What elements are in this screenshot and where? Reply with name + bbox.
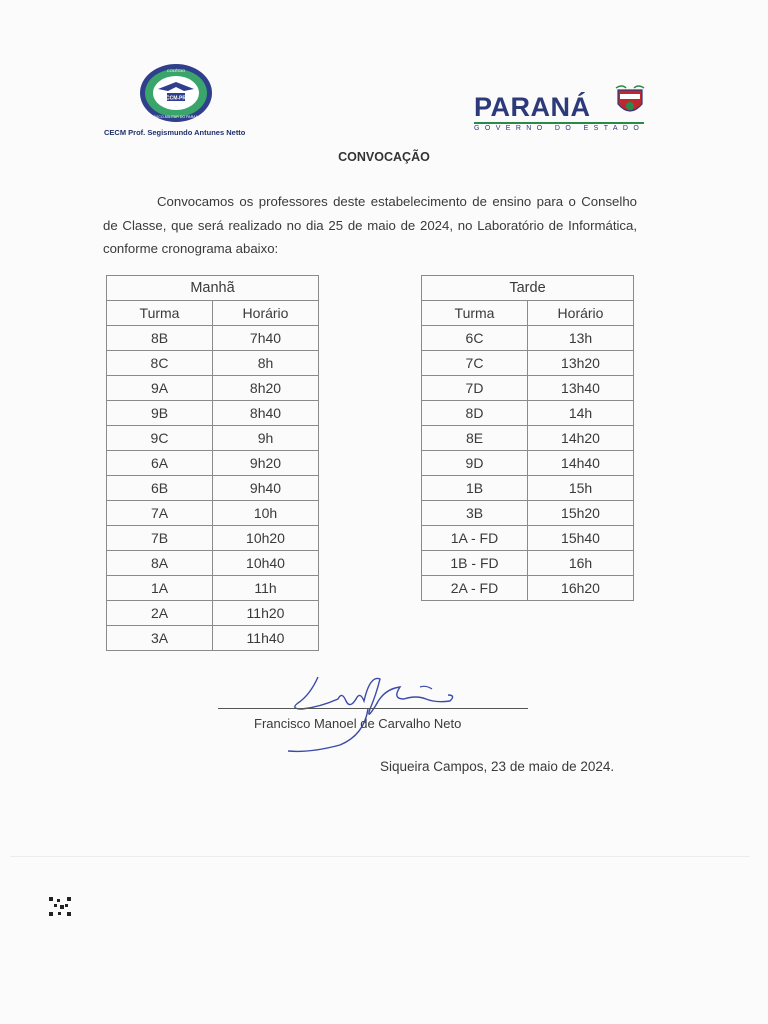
afternoon-schedule-table <box>421 275 634 601</box>
afternoon-table-row <box>422 501 634 526</box>
afternoon-cell-turma: 7C <box>422 351 528 376</box>
morning-cell-horario: 11h20 <box>213 601 319 626</box>
afternoon-table-row <box>422 351 634 376</box>
place-and-date: Siqueira Campos, 23 de maio de 2024. <box>380 759 615 774</box>
morning-col-horario: Horário <box>213 301 319 326</box>
morning-cell-turma: 9C <box>107 426 213 451</box>
afternoon-cell-horario: 14h40 <box>528 451 634 476</box>
morning-cell-turma: 9B <box>107 401 213 426</box>
afternoon-cell-turma: 6C <box>422 326 528 351</box>
morning-cell-turma: 3A <box>107 626 213 651</box>
afternoon-cell-horario: 13h20 <box>528 351 634 376</box>
morning-table-row <box>107 551 319 576</box>
afternoon-table-row <box>422 426 634 451</box>
afternoon-cell-horario: 14h20 <box>528 426 634 451</box>
morning-table-row <box>107 501 319 526</box>
signature-line <box>218 708 528 709</box>
morning-schedule-table <box>106 275 319 651</box>
afternoon-table-row <box>422 526 634 551</box>
scan-artifact-line <box>10 856 750 857</box>
document-title: CONVOCAÇÃO <box>338 150 430 164</box>
morning-cell-horario: 10h <box>213 501 319 526</box>
morning-cell-turma: 6B <box>107 476 213 501</box>
morning-cell-horario: 9h40 <box>213 476 319 501</box>
morning-cell-turma: 6A <box>107 451 213 476</box>
morning-table-row <box>107 626 319 651</box>
afternoon-cell-horario: 15h <box>528 476 634 501</box>
morning-cell-turma: 1A <box>107 576 213 601</box>
afternoon-cell-turma: 9D <box>422 451 528 476</box>
morning-table-row <box>107 401 319 426</box>
morning-table-row <box>107 576 319 601</box>
afternoon-table-title: Tarde <box>422 276 634 301</box>
morning-cell-horario: 10h40 <box>213 551 319 576</box>
afternoon-cell-turma: 2A - FD <box>422 576 528 601</box>
morning-table-title: Manhã <box>107 276 319 301</box>
afternoon-cell-horario: 13h <box>528 326 634 351</box>
afternoon-table-row <box>422 551 634 576</box>
afternoon-cell-turma: 7D <box>422 376 528 401</box>
state-coat-of-arms-icon <box>614 84 646 118</box>
gov-logo-subtitle: GOVERNO DO ESTADO <box>474 125 645 132</box>
afternoon-cell-turma: 1B - FD <box>422 551 528 576</box>
signer-name: Francisco Manoel de Carvalho Neto <box>254 716 462 731</box>
school-logo-badge: CCM-PR <box>166 95 186 102</box>
afternoon-cell-horario: 15h20 <box>528 501 634 526</box>
morning-cell-turma: 7A <box>107 501 213 526</box>
school-logo <box>138 62 214 124</box>
morning-table-row <box>107 526 319 551</box>
afternoon-cell-turma: 1B <box>422 476 528 501</box>
afternoon-cell-turma: 8E <box>422 426 528 451</box>
morning-table-row <box>107 476 319 501</box>
afternoon-cell-horario: 15h40 <box>528 526 634 551</box>
handwritten-signature <box>280 665 480 755</box>
afternoon-table-row <box>422 376 634 401</box>
morning-cell-horario: 11h <box>213 576 319 601</box>
afternoon-table-row <box>422 476 634 501</box>
morning-table-row <box>107 601 319 626</box>
morning-cell-horario: 11h40 <box>213 626 319 651</box>
morning-cell-turma: 8B <box>107 326 213 351</box>
morning-cell-turma: 8A <box>107 551 213 576</box>
morning-cell-turma: 7B <box>107 526 213 551</box>
afternoon-table-row <box>422 326 634 351</box>
gov-logo-text: PARANÁ <box>474 92 591 122</box>
morning-cell-horario: 10h20 <box>213 526 319 551</box>
afternoon-cell-turma: 1A - FD <box>422 526 528 551</box>
afternoon-table-row <box>422 451 634 476</box>
morning-cell-horario: 9h <box>213 426 319 451</box>
school-logo-text-bottom: CÍVICO-MILITAR DO PARANÁ <box>151 115 201 119</box>
document-body: Convocamos os professores deste estabelecimento de ensino para o Conselho de Classe, que será realizado no dia 25 de maio de 2024, no Laboratório de Informática, conforme cronograma abaixo: <box>103 194 637 256</box>
afternoon-col-turma: Turma <box>422 301 528 326</box>
afternoon-cell-turma: 8D <box>422 401 528 426</box>
morning-cell-horario: 7h40 <box>213 326 319 351</box>
morning-cell-turma: 2A <box>107 601 213 626</box>
morning-cell-horario: 8h40 <box>213 401 319 426</box>
afternoon-col-horario: Horário <box>528 301 634 326</box>
qr-code-icon <box>49 897 73 917</box>
morning-cell-horario: 9h20 <box>213 451 319 476</box>
morning-table-row <box>107 351 319 376</box>
afternoon-table-row <box>422 401 634 426</box>
morning-table-row <box>107 326 319 351</box>
morning-col-turma: Turma <box>107 301 213 326</box>
afternoon-cell-turma: 3B <box>422 501 528 526</box>
afternoon-cell-horario: 13h40 <box>528 376 634 401</box>
gov-logo-rule <box>474 122 644 124</box>
morning-table-row <box>107 376 319 401</box>
morning-cell-horario: 8h <box>213 351 319 376</box>
afternoon-cell-horario: 16h <box>528 551 634 576</box>
morning-table-row <box>107 451 319 476</box>
afternoon-table-row <box>422 576 634 601</box>
school-name: CECM Prof. Segismundo Antunes Netto <box>104 128 246 137</box>
morning-cell-turma: 9A <box>107 376 213 401</box>
school-logo-text-top: COLÉGIO <box>166 68 186 73</box>
morning-cell-horario: 8h20 <box>213 376 319 401</box>
morning-table-row <box>107 426 319 451</box>
afternoon-cell-horario: 14h <box>528 401 634 426</box>
afternoon-cell-horario: 16h20 <box>528 576 634 601</box>
morning-cell-turma: 8C <box>107 351 213 376</box>
